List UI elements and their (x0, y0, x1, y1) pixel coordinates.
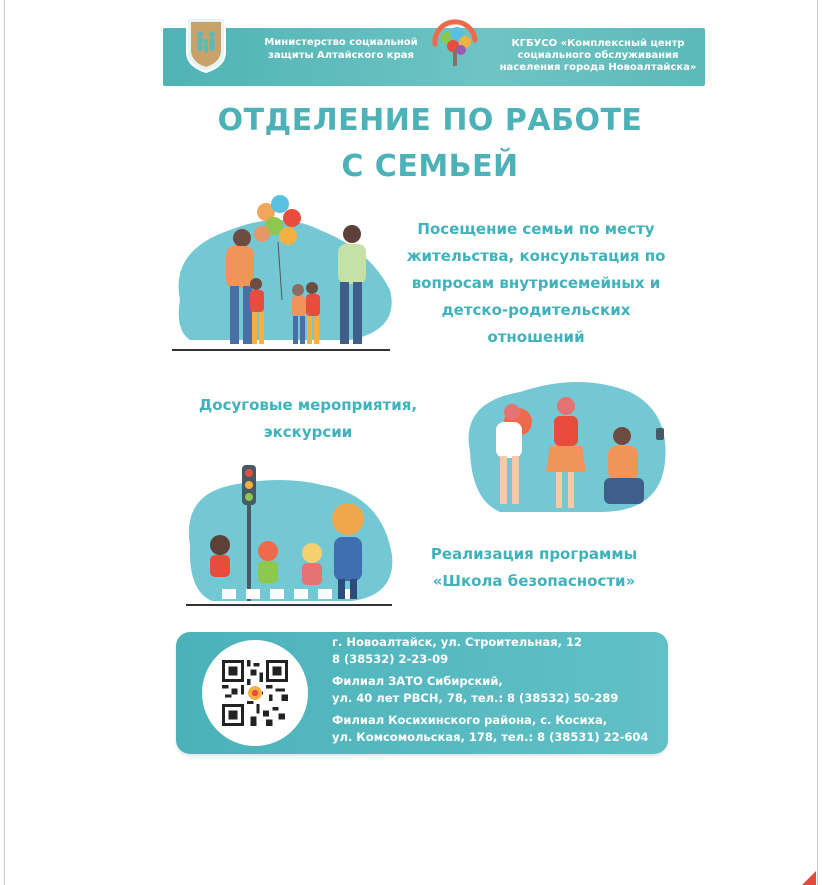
phone-text: 8 (38532) 2-23-09 (332, 651, 449, 666)
branch1-detail: ул. 40 лет РВСН, 78, тел.: 8 (38532) 50-289 (332, 690, 619, 705)
ministry-crest-icon (183, 14, 229, 74)
branch2-title: Филиал Косихинского района, с. Косиха, (332, 713, 608, 727)
qr-code-icon (222, 660, 288, 726)
page-title (160, 98, 700, 190)
title-line-2: С СЕМЬЕЙ (341, 149, 519, 184)
service-visit-line-2: жительства, консультация по (406, 247, 666, 265)
corner-mark-icon (802, 871, 816, 885)
branch2-detail: ул. Комсомольская, 178, тел.: 8 (38531) 22-604 (332, 729, 649, 744)
center-tree-logo-icon (425, 14, 485, 74)
service-safety-line-2: «Школа безопасности» (432, 572, 636, 590)
service-leisure-line-1: Досуговые мероприятия, (198, 396, 418, 414)
service-family-visit (396, 216, 676, 351)
address-text: г. Новоалтайск, ул. Строительная, 12 (332, 635, 582, 649)
road-safety-illustration (182, 455, 397, 611)
service-leisure-line-2: экскурсии (263, 423, 353, 441)
qr-code-badge (202, 640, 308, 746)
service-visit-line-4: детско-родительских (441, 301, 631, 319)
service-safety-line-1: Реализация программы (430, 545, 638, 563)
family-with-balloons-illustration (170, 190, 400, 356)
title-line-1: ОТДЕЛЕНИЕ ПО РАБОТЕ (217, 103, 643, 138)
service-visit-line-5: отношений (487, 328, 585, 346)
contacts-footer (176, 632, 668, 754)
service-visit-line-3: вопросам внутрисемейных и (411, 274, 661, 292)
leisure-dancing-illustration (460, 372, 670, 518)
ministry-name: Министерство социальной защиты Алтайского края (264, 37, 418, 61)
center-name: КГБУСО «Комплексный центр социального обслуживания населения города Новоалтайска» (499, 38, 697, 73)
header-banner (163, 28, 705, 86)
service-visit-line-1: Посещение семьи по месту (417, 220, 655, 238)
service-leisure (188, 392, 428, 446)
service-safety-school (414, 541, 654, 595)
contact-details (332, 634, 662, 745)
branch1-title: Филиал ЗАТО Сибирский, (332, 674, 503, 688)
